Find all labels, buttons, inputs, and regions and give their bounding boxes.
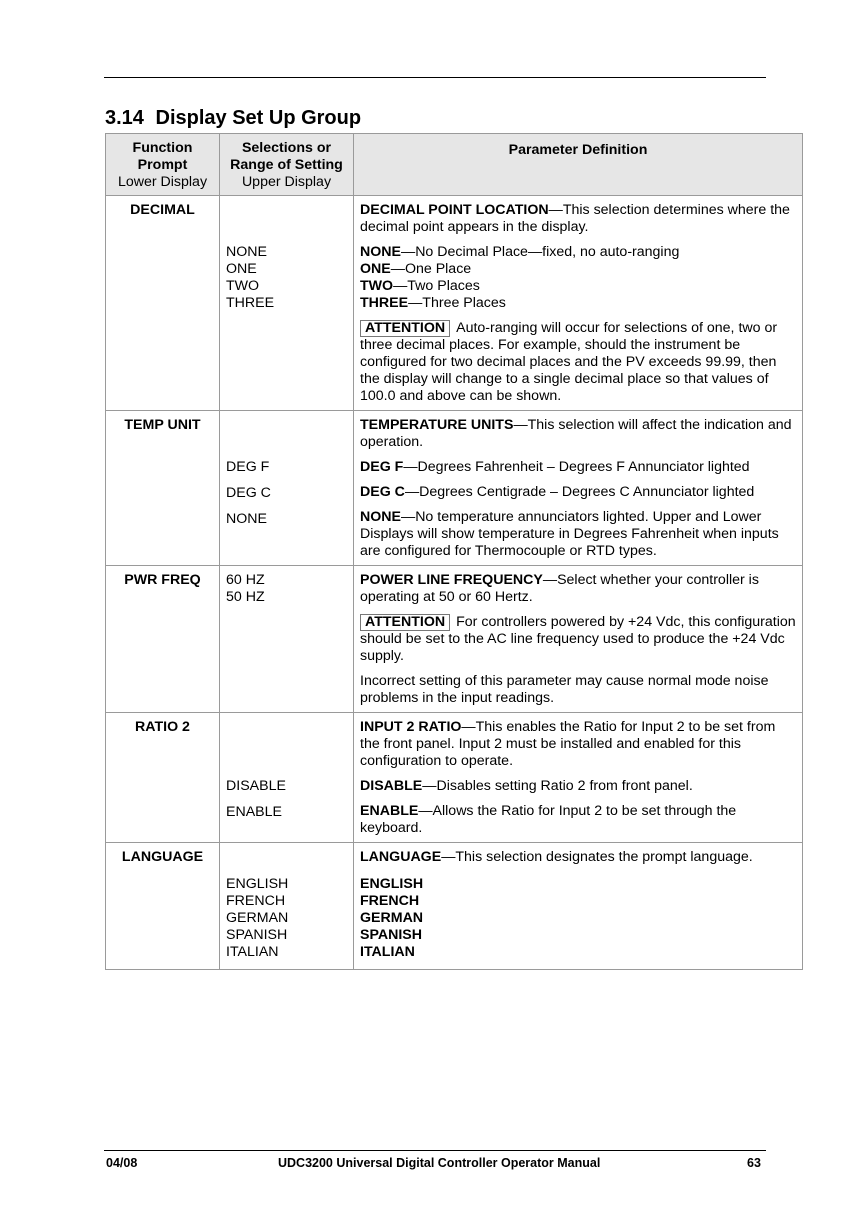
definition-intro: LANGUAGE—This selection designates the prompt language.	[360, 849, 753, 865]
attention-badge: ATTENTION	[360, 320, 450, 337]
definition-cell	[354, 713, 803, 843]
definition-intro: DECIMAL POINT LOCATION—This selection determines where the decimal point appears in the display.	[360, 202, 790, 235]
table-row	[106, 713, 803, 843]
attention-note: ATTENTION Auto-ranging will occur for selections of one, two or three decimal places. For example, should the instrument be configured for two decimal places and the PV exceeds 99.99, then the display will change to a single decimal place so that values of 100.0 and above can be shown.	[360, 320, 778, 404]
definition-intro: TEMPERATURE UNITS—This selection will affect the indication and operation.	[360, 417, 792, 450]
option-list: NONE—No Decimal Place—fixed, no auto-ranging ONE—One Place TWO—Two Places THREE—Three Places	[360, 244, 680, 311]
attention-note: ATTENTION For controllers powered by +24 Vdc, this configuration should be set to the AC line frequency used to produce the +24 Vdc supply.	[360, 614, 796, 664]
selections-cell: ENGLISH FRENCH GERMAN SPANISH ITALIAN	[220, 843, 354, 970]
definition-intro: INPUT 2 RATIO—This enables the Ratio for Input 2 to be set from the front panel. Input 2 must be installed and enabled for this configuration to operate.	[360, 719, 776, 769]
function-prompt: DECIMAL	[106, 196, 220, 411]
option-list: ENGLISH FRENCH GERMAN SPANISH ITALIAN	[360, 876, 424, 960]
header-function-prompt: Function Prompt Lower Display	[106, 134, 220, 196]
definition-intro: POWER LINE FREQUENCY—Select whether your controller is operating at 50 or 60 Hertz.	[360, 572, 759, 605]
section-title: Display Set Up Group	[155, 107, 362, 129]
header-parameter-definition: Parameter Definition	[354, 134, 803, 196]
definition-cell	[354, 843, 803, 970]
function-prompt: RATIO 2	[106, 713, 220, 843]
footer-date: 04/08	[106, 1156, 138, 1170]
option-item: NONE—No temperature annunciators lighted. Upper and Lower Displays will show temperature in Degrees Fahrenheit when inputs are configured for Thermocouple or RTD types.	[360, 509, 779, 559]
table-row	[106, 196, 803, 411]
note-text: Incorrect setting of this parameter may cause normal mode noise problems in the input readings.	[360, 673, 769, 706]
table-row	[106, 411, 803, 566]
section-number: 3.14	[105, 107, 144, 129]
table-row	[106, 843, 803, 970]
footer-title: UDC3200 Universal Digital Controller Operator Manual	[278, 1156, 601, 1170]
footer-page-number: 63	[747, 1156, 761, 1170]
definition-cell	[354, 566, 803, 713]
attention-badge: ATTENTION	[360, 614, 450, 631]
function-prompt: LANGUAGE	[106, 843, 220, 970]
display-setup-table	[105, 133, 803, 970]
selections-cell: NONE ONE TWO THREE	[220, 196, 354, 411]
function-prompt: PWR FREQ	[106, 566, 220, 713]
option-item: DEG C—Degrees Centigrade – Degrees C Annunciator lighted	[360, 484, 755, 500]
option-item: DISABLE—Disables setting Ratio 2 from front panel.	[360, 778, 693, 794]
selections-cell: 60 HZ 50 HZ	[220, 566, 354, 713]
bottom-rule	[104, 1150, 766, 1151]
definition-cell	[354, 196, 803, 411]
option-item: DEG F—Degrees Fahrenheit – Degrees F Annunciator lighted	[360, 459, 750, 475]
function-prompt: TEMP UNIT	[106, 411, 220, 566]
header-selections: Selections or Range of Setting Upper Display	[220, 134, 354, 196]
section-heading	[105, 106, 361, 130]
definition-cell	[354, 411, 803, 566]
selections-cell: DEG F DEG C NONE	[220, 411, 354, 566]
table-header-row	[106, 134, 803, 196]
table-row	[106, 566, 803, 713]
top-rule	[104, 77, 766, 78]
option-item: ENABLE—Allows the Ratio for Input 2 to be set through the keyboard.	[360, 803, 737, 836]
selections-cell: DISABLE ENABLE	[220, 713, 354, 843]
